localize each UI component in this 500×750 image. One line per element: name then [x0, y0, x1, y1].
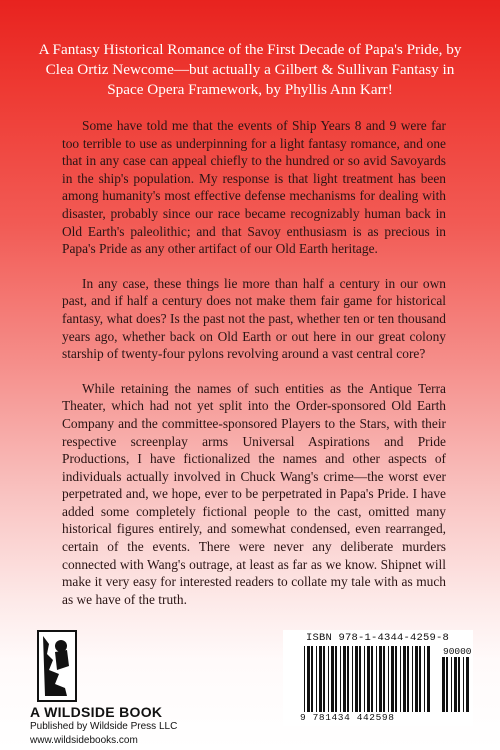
barcode-bar [359, 646, 361, 712]
barcode-bar [316, 646, 317, 712]
barcode-bar [340, 646, 341, 712]
barcode-digits: 9 781434 442598 [300, 712, 395, 723]
barcode-bar [328, 646, 329, 712]
barcode-bar [371, 646, 373, 712]
blurb-paragraph: In any case, these things lie more than half a century in our own past, and if half a century does not make them fair game for historical fantasy, what does? Is the past not the past, whether ten or ten thousand years ago, whether back on Old Earth or out here in our great colony starship of twenty-four pylons revolving around a vast central core? [62, 275, 446, 362]
barcode-bar [458, 657, 460, 712]
barcode-bar [347, 646, 349, 712]
blurb-text [62, 117, 446, 625]
barcode-bar [307, 646, 310, 712]
barcode-bar [451, 657, 452, 712]
barcode-bar [400, 646, 401, 712]
barcode-bar [424, 646, 425, 712]
barcode-bar [391, 646, 394, 712]
isbn-label: ISBN 978-1-4344-4259-8 [306, 632, 450, 644]
barcode-bar [383, 646, 385, 712]
barcode-bar [304, 646, 305, 712]
barcode-bar [395, 646, 397, 712]
barcode-bar [442, 657, 445, 712]
barcode-bar [331, 646, 334, 712]
barcode-bar [466, 657, 469, 712]
barcode-bar [311, 646, 313, 712]
wildside-logo [37, 630, 77, 702]
cover-tagline: A Fantasy Historical Romance of the First Decade of Papa's Pride, by Clea Ortiz Newcome—but actually a Gilbert & Sullivan Fantasy in Space Opera Framework, by Phyllis Ann Karr! [38, 41, 462, 98]
barcode-bar [379, 646, 382, 712]
blurb-paragraph: While retaining the names of such entities as the Antique Terra Theater, which had not yet split into the Order-sponsored Old Earth Company and the committee-sponsored Players to the Stars, with their respective screenplay arms Universal Aspirations and Pride Productions, I have fictionalized the names and other aspects of individuals actually involved in Chuck Wang's crime—the worst ever perpetrated and, we hope, ever to be perpetrated in Papa's Pride. I have added some completely fictional people to the cast, omitted many historical figures entirely, and somewhat condensed, even rearranged, certain of the events. There were never any deliberate murders connected with Wang's outrage, at least as far as we know. Shipnet will make it very easy for interested readers to collate my tale with as much as we have of the truth. [62, 380, 446, 607]
barcode-bar [407, 646, 409, 712]
barcode-bar [367, 646, 370, 712]
barcode-bar [419, 646, 421, 712]
barcode-bar [454, 657, 457, 712]
barcode-bar [343, 646, 346, 712]
price-barcode [441, 657, 471, 712]
barcode-bar [376, 646, 377, 712]
barcode-bar [427, 646, 430, 712]
barcode-bar [412, 646, 413, 712]
barcode-bar [403, 646, 406, 712]
barcode-bar [415, 646, 418, 712]
barcode-bar [355, 646, 358, 712]
publisher-credit: Published by Wildside Press LLC [30, 721, 178, 732]
barcode-bar [352, 646, 353, 712]
barcode-bar [323, 646, 325, 712]
barcode-bar [463, 657, 464, 712]
logo-lettering: WILDSIDE [68, 668, 74, 698]
blurb-paragraph: Some have told me that the events of Ship Years 8 and 9 were far too terrible to use as underpinning for a light fantasy romance, and one that in any case can appeal chiefly to the hundred or so avid Savoyards in the ship's population. My response is that light treatment has been among humanity's most effective defense mechanisms for dealing with disaster, probably since our race became recognizably human back in Old Earth's paleolithic; and that Savoy enthusiasm is as precious in Papa's Pride as any other artifact of our Old Earth heritage. [62, 118, 446, 257]
barcode-bar [388, 646, 389, 712]
price-code: 90000 [443, 646, 472, 657]
isbn-barcode [303, 646, 433, 712]
barcode-bar [364, 646, 365, 712]
publisher-name: A WILDSIDE BOOK [30, 704, 163, 720]
barcode-bar [446, 657, 448, 712]
barcode-bar [335, 646, 337, 712]
barcode-bar [319, 646, 322, 712]
publisher-website: www.wildsidebooks.com [30, 735, 138, 746]
